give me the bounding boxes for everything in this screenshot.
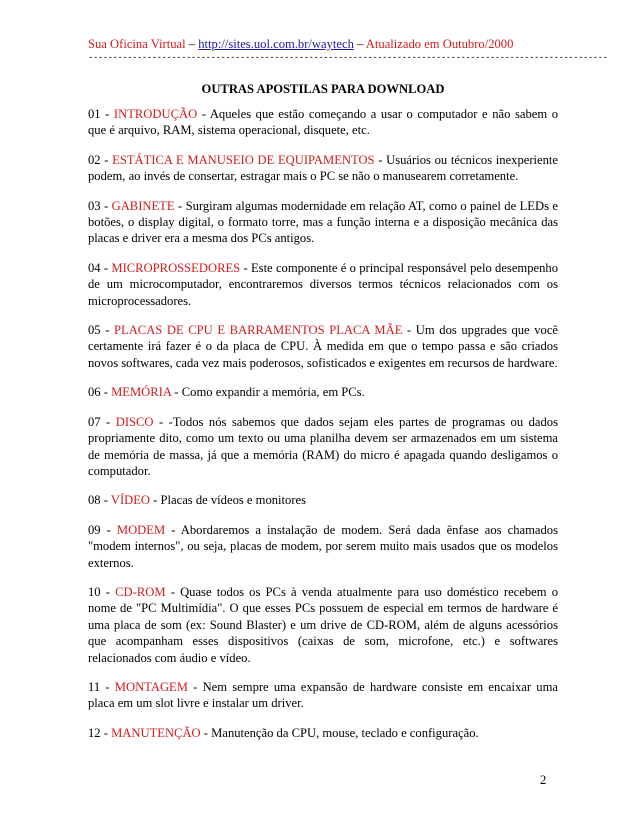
item-number: 09 (88, 522, 101, 537)
list-item: 11 - MONTAGEM - Nem sempre uma expansão de hardware consiste em encaixar uma placa em um slot livre e instalar um driver. (88, 679, 558, 711)
item-description: Nem sempre uma expansão de hardware consiste em encaixar uma placa em um slot livre e instalar um driver. (88, 679, 558, 711)
item-number: 08 (88, 493, 101, 508)
list-item: 01 - INTRODUÇÃO - Aqueles que estão começando a usar o computador e não sabem o que é arquivo, RAM, sistema operacional, disquete, etc. (88, 107, 558, 138)
item-description: Surgiram algumas modernidade em relação AT, como o painel de LEDs e botões, o display digital, o formato torre, mas a função interna e a disposição mecânica das placas e driver era a mesma dos PCs antigos. (88, 198, 558, 246)
page-number: 2 (540, 773, 547, 787)
item-title: CD-ROM (115, 584, 166, 599)
list-item: 03 - GABINETE - Surgiram algumas modernidade em relação AT, como o painel de LEDs e botões, o display digital, o formato torre, mas a função interna e a disposição mecânica das placas e driver era a mesma dos PCs antigos. (88, 198, 558, 246)
item-number: 07 (88, 414, 101, 429)
item-number: 01 (88, 107, 101, 121)
item-title: ESTÁTICA E MANUSEIO DE EQUIPAMENTOS (112, 152, 375, 167)
item-number: 05 (88, 323, 101, 338)
item-title: DISCO (115, 414, 154, 429)
site-url-link[interactable]: http://sites.uol.com.br/waytech (198, 37, 354, 51)
list-item: 10 - CD-ROM - Quase todos os PCs à venda atualmente para uso doméstico recebem o nome de "PC Multimídia". O que esses PCs possuem de especial em termos de hardware é uma placa de som (ex: Sound Blaster) e um drive de CD-ROM, além de alguns acessórios que acompanham esses dispositivos (caixas de som, microfone, etc.) e softwares relacionados com áudio e vídeo. (88, 584, 558, 665)
item-number: 06 (88, 385, 101, 400)
item-description: Placas de vídeos e monitores (160, 493, 307, 508)
item-description: Manutenção da CPU, mouse, teclado e configuração. (211, 725, 479, 740)
list-item: 09 - MODEM - Abordaremos a instalação de modem. Será dada ênfase aos chamados "modem internos", ou seja, placas de modem, por serem muito mais usados que os modelos externos. (88, 522, 558, 570)
item-description: Um dos upgrades que você certamente irá fazer é o da placa de CPU. À medida em que o tempo passa e são criados novos softwares, cada vez mais poderosos, sofisticados e exigentes em recursos de hardware. (88, 323, 558, 370)
item-title: MEMÓRIA (111, 385, 172, 400)
header-rule: ---------------------------------------------------------------------------------------------------------- (88, 53, 608, 63)
item-number: 04 (88, 260, 101, 275)
item-title: VÍDEO (110, 493, 151, 508)
list-item: 12 - MANUTENÇÃO - Manutenção da CPU, mouse, teclado e configuração. (88, 725, 479, 740)
item-title: MANUTENÇÃO (111, 725, 201, 740)
page-header (88, 37, 558, 52)
list-item: 04 - MICROPROSSEDORES - Este componente é o principal responsável pelo desempenho de um microcomputador, encontraremos diversos termos técnicos relacionados com os microprocessadores. (88, 260, 558, 308)
item-title: MONTAGEM (114, 679, 188, 694)
item-description: Aqueles que estão começando a usar o computador e não sabem o que é arquivo, RAM, sistema operacional, disquete, etc. (88, 107, 558, 138)
update-date: Atualizado em Outubro/2000 (365, 37, 514, 51)
list-item: 07 - DISCO - -Todos nós sabemos que dados sejam eles partes de programas ou dados propriamente dito, como um texto ou uma planilha devem ser armazenados em um sistema de memória de massa, já que a memória (RAM) do micro é apagada quando desligamos o computador. (88, 414, 558, 478)
item-description: Usuários ou técnicos inexperiente podem, ao invés de consertar, estragar mais o PC se não o manusearem corretamente. (88, 152, 559, 184)
item-description: Como expandir a memória, em PCs. (181, 385, 365, 400)
item-title: GABINETE (111, 198, 175, 213)
list-item: 06 - MEMÓRIA - Como expandir a memória, em PCs. (88, 385, 365, 400)
item-number: 12 (88, 725, 101, 740)
item-title: MODEM (116, 522, 166, 537)
item-number: 10 (88, 584, 101, 599)
page-title: OUTRAS APOSTILAS PARA DOWNLOAD (201, 82, 445, 96)
item-list (88, 106, 558, 754)
item-title: INTRODUÇÃO (113, 107, 198, 121)
item-description: -Todos nós sabemos que dados sejam eles partes de programas ou dados propriamente dito, como um texto ou uma planilha devem ser armazenados em um sistema de memória de massa, já que a memória (RAM) do micro é apagada quando desligamos o computador. (88, 414, 558, 478)
site-name: Sua Oficina Virtual (88, 37, 186, 51)
item-title: MICROPROSSEDORES (111, 260, 241, 275)
item-title: PLACAS DE CPU E BARRAMENTOS PLACA MÃE (114, 323, 403, 338)
item-number: 11 (88, 679, 101, 694)
list-item: 02 - ESTÁTICA E MANUSEIO DE EQUIPAMENTOS - Usuários ou técnicos inexperiente podem, ao invés de consertar, estragar mais o PC se não o manusearem corretamente. (88, 152, 559, 184)
header-dash: – (185, 37, 199, 51)
item-description: Abordaremos a instalação de modem. Será dada ênfase aos chamados "modem internos", ou seja, placas de modem, por serem muito mais usados que os modelos externos. (88, 522, 558, 570)
list-item: 08 - VÍDEO - Placas de vídeos e monitores (88, 493, 307, 508)
item-number: 03 (88, 198, 101, 213)
item-number: 02 (88, 152, 101, 167)
item-description: Este componente é o principal responsável pelo desempenho de um microcomputador, encontraremos diversos termos técnicos relacionados com os microprocessadores. (88, 260, 558, 308)
item-description: Quase todos os PCs à venda atualmente para uso doméstico recebem o nome de "PC Multimídia". O que esses PCs possuem de especial em termos de hardware é uma placa de som (ex: Sound Blaster) e um drive de CD-ROM, além de alguns acessórios que acompanham esses dispositivos (caixas de som, microfone, etc.) e softwares relacionados com áudio e vídeo. (88, 584, 558, 665)
list-item: 05 - PLACAS DE CPU E BARRAMENTOS PLACA MÃE - Um dos upgrades que você certamente irá fazer é o da placa de CPU. À medida em que o tempo passa e são criados novos softwares, cada vez mais poderosos, sofisticados e exigentes em recursos de hardware. (88, 323, 558, 370)
header-dash: – (353, 37, 366, 51)
